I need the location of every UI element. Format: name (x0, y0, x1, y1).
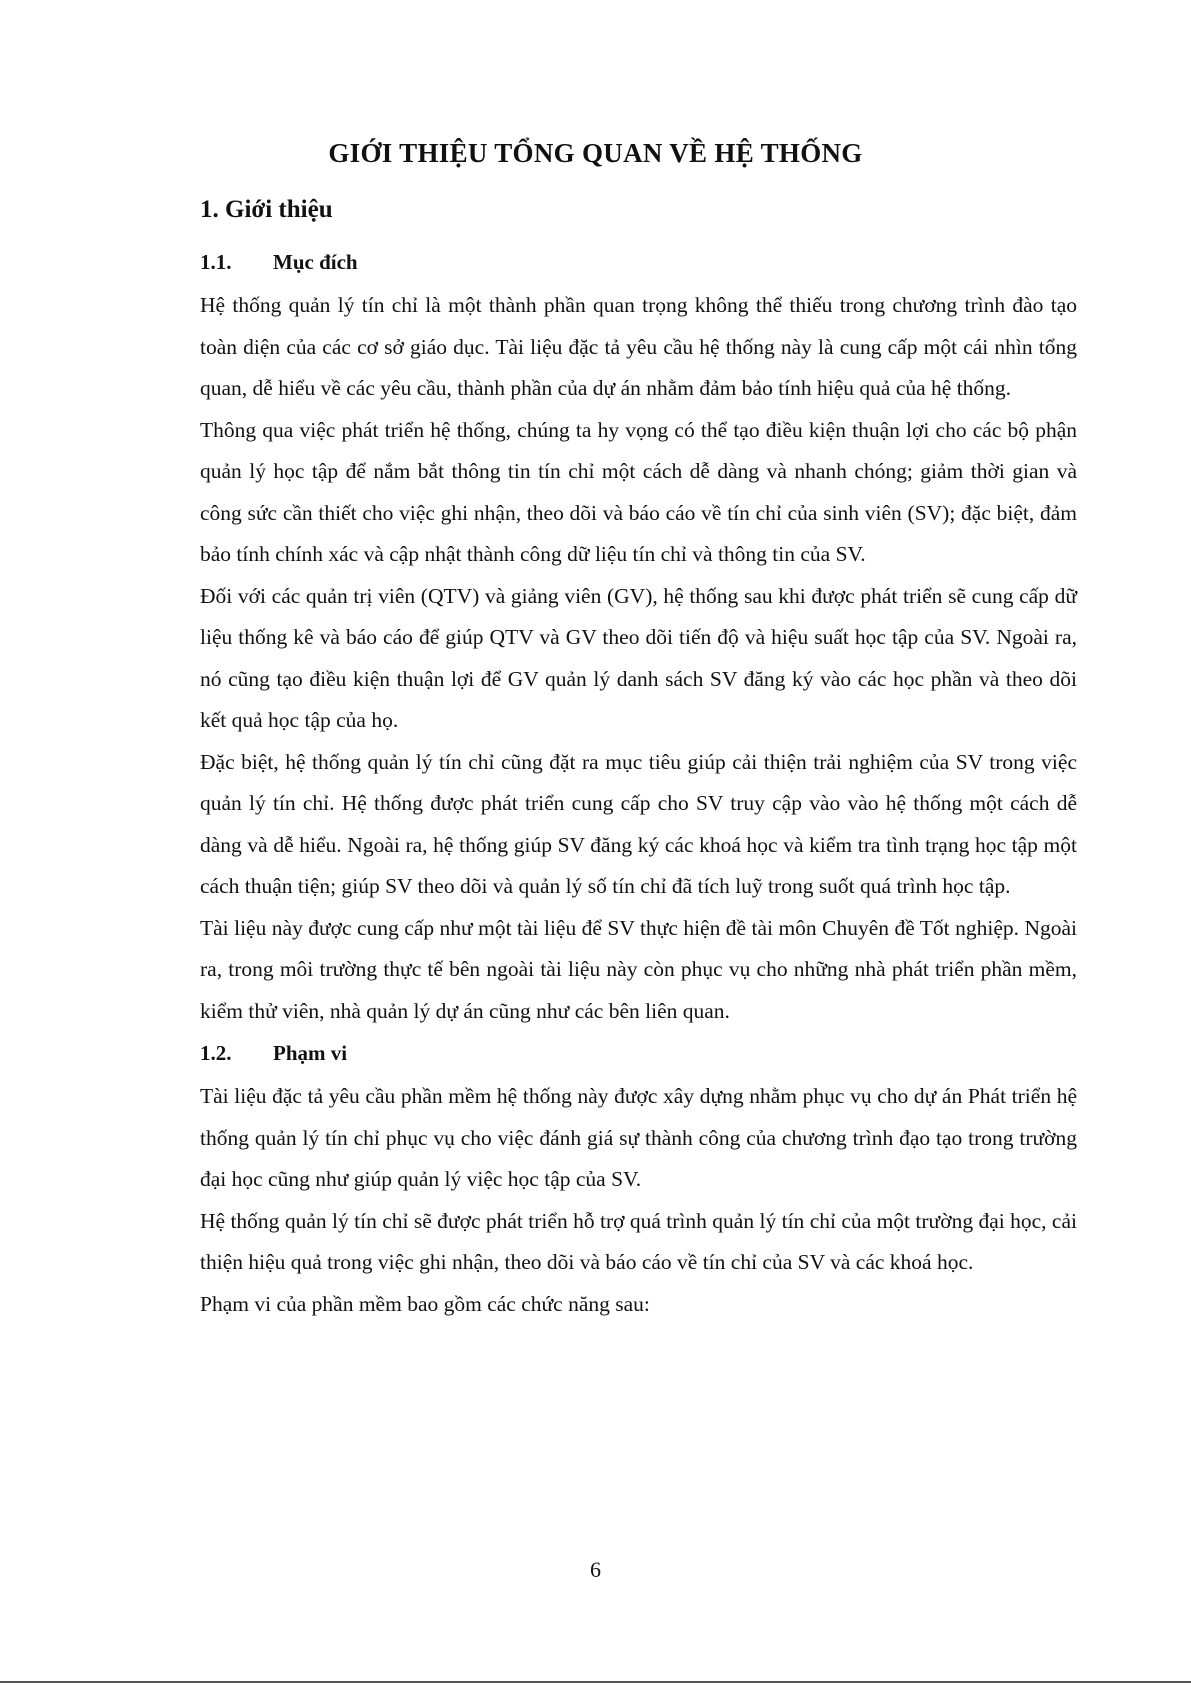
paragraph: Phạm vi của phần mềm bao gồm các chức năng sau: (200, 1291, 650, 1316)
subsection-label: Phạm vi (273, 1041, 348, 1065)
section-heading: 1. Giới thiệu (200, 196, 333, 223)
subsection-heading-purpose (200, 245, 1077, 279)
paragraph: Tài liệu đặc tả yêu cầu phần mềm hệ thống này được xây dựng nhằm phục vụ cho dự án Phát triển hệ thống quản lý tín chỉ phục vụ cho việc đánh giá sự thành công của chương trình đạo tạo trong trường đại học cũng như giúp quản lý việc học tập của SV. (200, 1084, 1077, 1191)
document-title: GIỚI THIỆU TỔNG QUAN VỀ HỆ THỐNG (328, 138, 863, 168)
bottom-divider (0, 1681, 1191, 1683)
paragraph: Tài liệu này được cung cấp như một tài liệu để SV thực hiện đề tài môn Chuyên đề Tốt nghiệp. Ngoài ra, trong môi trường thực tế bên ngoài tài liệu này còn phục vụ cho những nhà phát triển phần mềm, kiểm thử viên, nhà quản lý dự án cũng như các bên liên quan. (200, 915, 1077, 1023)
subsection-heading-scope (200, 1036, 1077, 1070)
paragraph: Đối với các quản trị viên (QTV) và giảng viên (GV), hệ thống sau khi được phát triển sẽ cung cấp dữ liệu thống kê và báo cáo để giúp QTV và GV theo dõi tiến độ và hiệu suất học tập của SV. Ngoài ra, nó cũng tạo điều kiện thuận lợi để GV quản lý danh sách SV đăng ký vào các học phần và theo dõi kết quả học tập của họ. (200, 583, 1077, 732)
subsection-number: 1.1. (200, 250, 232, 274)
document-body (200, 193, 1077, 1325)
page-number: 6 (590, 1557, 601, 1582)
paragraph: Hệ thống quản lý tín chỉ là một thành phần quan trọng không thể thiếu trong chương trình đào tạo toàn diện của các cơ sở giáo dục. Tài liệu đặc tả yêu cầu hệ thống này là cung cấp một cái nhìn tổng quan, dễ hiểu về các yêu cầu, thành phần của dự án nhằm đảm bảo tính hiệu quả của hệ thống. (200, 293, 1077, 400)
paragraph: Đặc biệt, hệ thống quản lý tín chỉ cũng đặt ra mục tiêu giúp cải thiện trải nghiệm của SV trong việc quản lý tín chỉ. Hệ thống được phát triển cung cấp cho SV truy cập vào vào hệ thống một cách dễ dàng và dễ hiểu. Ngoài ra, hệ thống giúp SV đăng ký các khoá học và kiểm tra tình trạng học tập một cách thuận tiện; giúp SV theo dõi và quản lý số tín chỉ đã tích luỹ trong suốt quá trình học tập. (200, 749, 1077, 898)
subsection-number: 1.2. (200, 1041, 232, 1065)
subsection-label: Mục đích (273, 250, 358, 274)
paragraph: Thông qua việc phát triển hệ thống, chúng ta hy vọng có thể tạo điều kiện thuận lợi cho các bộ phận quản lý học tập để nắm bắt thông tin tín chỉ một cách dễ dàng và nhanh chóng; giảm thời gian và công sức cần thiết cho việc ghi nhận, theo dõi và báo cáo về tín chỉ của sinh viên (SV); đặc biệt, đảm bảo tính chính xác và cập nhật thành công dữ liệu tín chỉ và thông tin của SV. (200, 417, 1077, 566)
paragraph: Hệ thống quản lý tín chỉ sẽ được phát triển hỗ trợ quá trình quản lý tín chỉ của một trường đại học, cải thiện hiệu quả trong việc ghi nhận, theo dõi và báo cáo về tín chỉ của SV và các khoá học. (200, 1208, 1077, 1274)
